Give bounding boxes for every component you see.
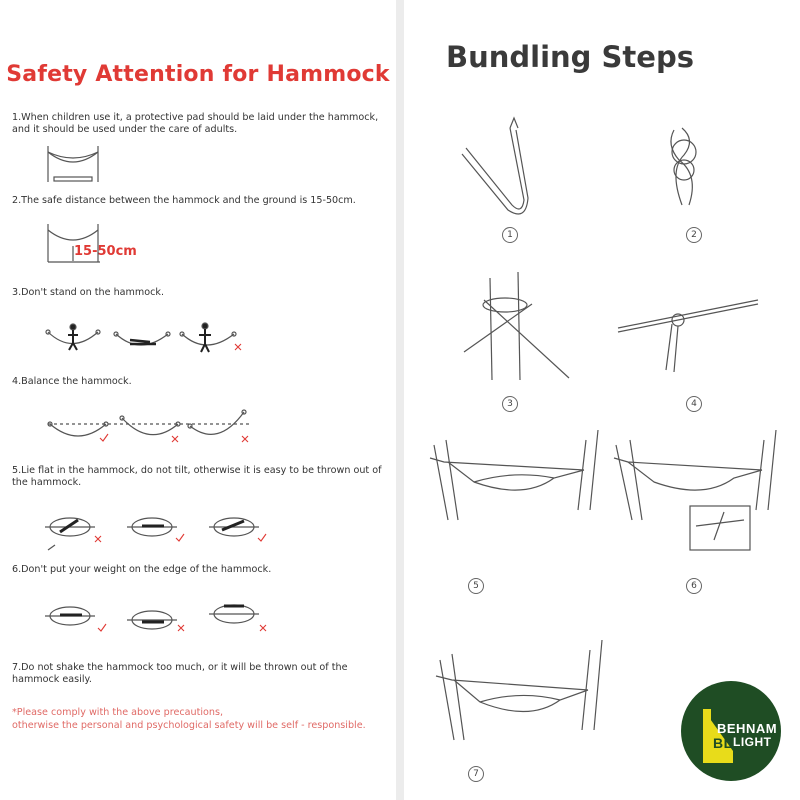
- bundling-panel: [404, 0, 800, 800]
- step-number-4: 4: [686, 396, 702, 412]
- rule-6: 6.Don't put your weight on the edge of the hammock.: [12, 564, 272, 575]
- note-line-1: *Please comply with the above precautions,: [12, 707, 224, 718]
- check-mark: [176, 534, 184, 541]
- logo-line-2: LIGHT: [733, 735, 772, 749]
- check-mark: [100, 434, 108, 441]
- step-number-3: 3: [502, 396, 518, 412]
- step-5-illustration: [430, 430, 598, 520]
- rule-2: 2.The safe distance between the hammock and the ground is 15-50cm.: [12, 195, 356, 206]
- step-number-7: 7: [468, 766, 484, 782]
- distance-label: 15-50cm: [74, 244, 137, 259]
- hammock-distance-illustration: [48, 224, 100, 262]
- rule-7: 7.Do not shake the hammock too much, or it will be thrown out of the hammock easily.: [12, 662, 348, 685]
- step-number-1: 1: [502, 227, 518, 243]
- safety-title: Safety Attention for Hammock: [6, 62, 390, 87]
- step-number-2: 2: [686, 227, 702, 243]
- step-number-6: 6: [686, 578, 702, 594]
- rule-1: 1.When children use it, a protective pad should be laid under the hammock, and it should be used under the care of adults.: [12, 112, 379, 135]
- rule-4: 4.Balance the hammock.: [12, 376, 132, 387]
- step-2-illustration: [671, 128, 696, 205]
- bundling-title: Bundling Steps: [446, 40, 694, 74]
- note-line-2: otherwise the personal and psychological safety will be self - responsible.: [12, 720, 366, 731]
- safety-illustrations: [0, 0, 396, 800]
- cross-mark: [178, 625, 184, 631]
- step-4-illustration: [618, 300, 758, 372]
- bundling-illustrations: [404, 0, 800, 800]
- dont-stand-illustration: [46, 323, 236, 352]
- cross-mark: [235, 344, 241, 350]
- hammock-with-pad-illustration: [48, 146, 98, 182]
- cross-mark: [242, 436, 248, 442]
- step-3-illustration: [464, 272, 569, 380]
- lie-flat-illustration: [45, 518, 259, 550]
- check-mark: [258, 534, 266, 541]
- rule-3: 3.Don't stand on the hammock.: [12, 287, 164, 298]
- cross-mark: [172, 436, 178, 442]
- balance-illustration: [48, 410, 250, 436]
- step-6-illustration: [614, 430, 776, 550]
- edge-weight-illustration: [45, 605, 259, 629]
- safety-panel: [0, 0, 396, 800]
- step-1-illustration: [462, 118, 528, 214]
- cross-mark: [260, 625, 266, 631]
- logo-line-1: BEHNAM: [717, 721, 778, 736]
- check-mark: [98, 624, 106, 631]
- behnam-light-logo: [681, 681, 781, 781]
- logo-monogram: BL: [713, 735, 733, 751]
- cross-mark: [95, 536, 101, 542]
- step-7-illustration: [436, 640, 602, 740]
- step-number-5: 5: [468, 578, 484, 594]
- rule-5: 5.Lie flat in the hammock, do not tilt, otherwise it is easy to be thrown out of the hammock.: [12, 465, 382, 488]
